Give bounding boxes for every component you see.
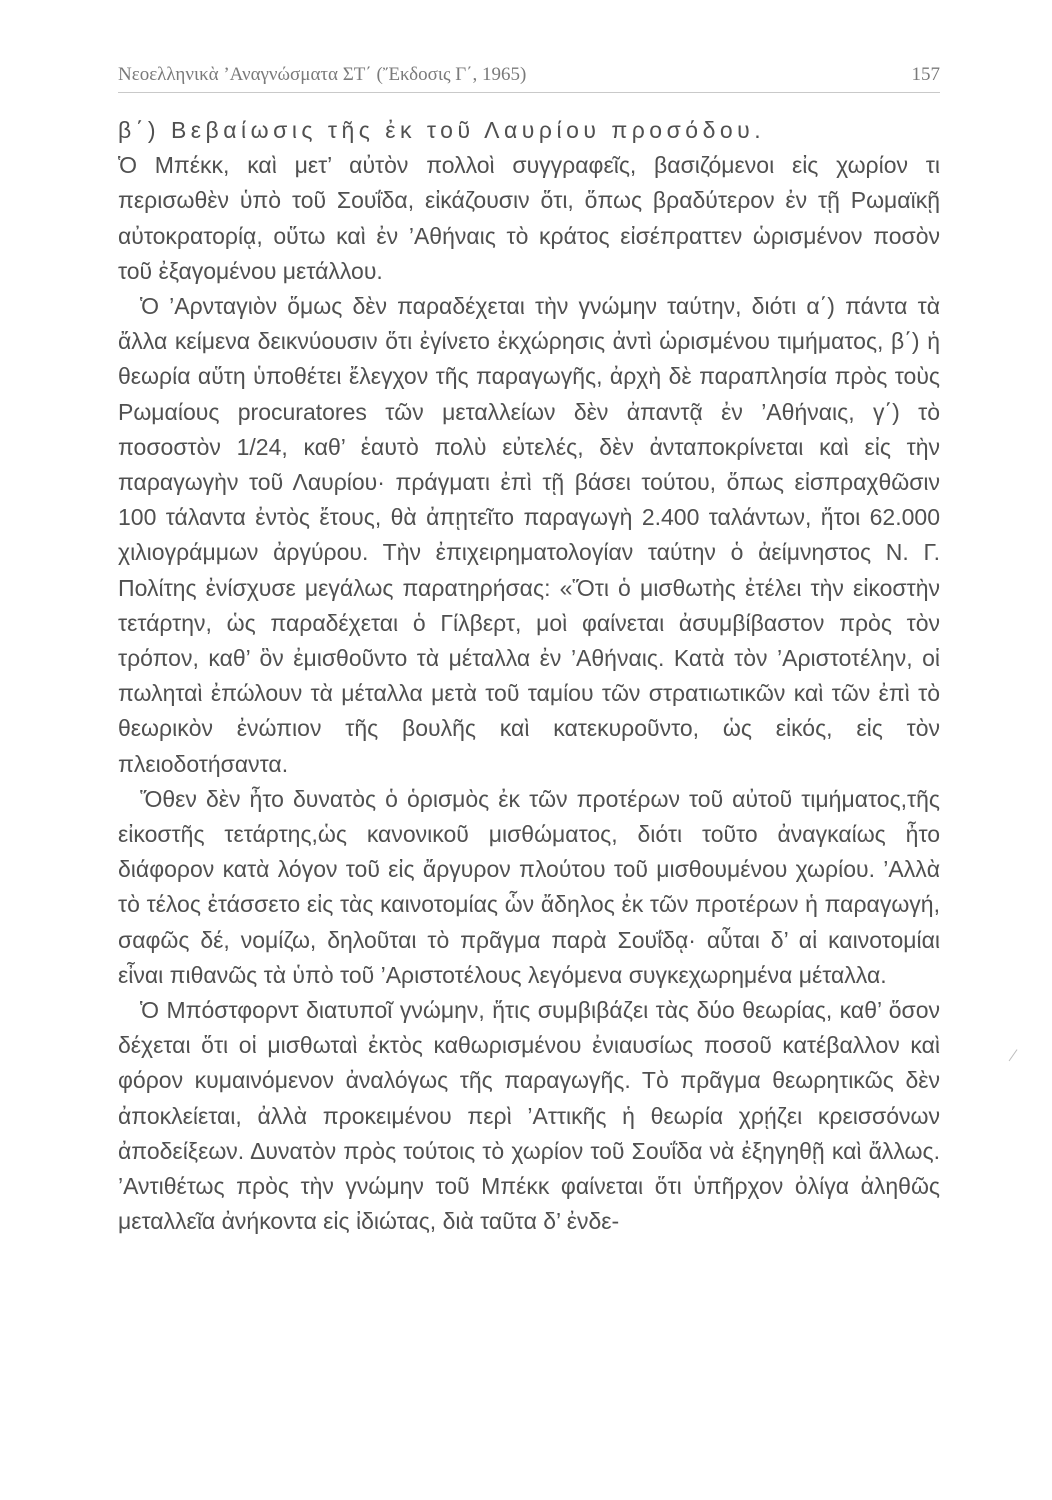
body-text <box>118 113 940 1240</box>
paragraph: Ὁ Μπόστφορντ διατυποῖ γνώμην, ἥτις συμβιβάζει τὰς δύο θεωρίας, καθ’ ὅσον δέχεται ὅτι οἱ μισθωταὶ ἐκτὸς καθωρισμένου ἐνιαυσίως ποσοῦ κατέβαλλον καὶ φόρον κυμαινόμενον ἀναλόγως τῆς παραγωγῆς. Τὸ πρᾶγμα θεωρητικῶς δὲν ἀποκλείεται, ἀλλὰ προκειμένου περὶ ’Αττικῆς ἡ θεωρία χρῄζει κρεισσόνων ἀποδείξεων. Δυνατὸν πρὸς τούτοις τὸ χωρίον τοῦ Σουΐδα νὰ ἐξηγηθῇ καὶ ἄλλως. ’Αντιθέτως πρὸς τὴν γνώμην τοῦ Μπέκκ φαίνεται ὅτι ὑπῆρχον ὀλίγα ἀληθῶς μεταλλεῖα ἀνήκοντα εἰς ἰδιώτας, διὰ ταῦτα δ’ ἐνδε- <box>118 997 940 1235</box>
paragraph: Ὁ ’Αρνταγιὸν ὅμως δὲν παραδέχεται τὴν γνώμην ταύτην, διότι α΄) πάντα τὰ ἄλλα κείμενα δεικνύουσιν ὅτι ἐγίνετο ἐκχώρησις ἀντὶ ὡρισμένου τιμήματος, β΄) ἡ θεωρία αὕτη ὑποθέτει ἔλεγχον τῆς παραγωγῆς, ἀρχὴ δὲ παραπλησία πρὸς τοὺς Ρωμαίους procuratores τῶν μεταλλείων δὲν ἀπαντᾷ ἐν ’Αθήναις, γ΄) τὸ ποσοστὸν 1/24, καθ’ ἑαυτὸ πολὺ εὐτελές, δὲν ἀνταποκρίνεται καὶ εἰς τὴν παραγωγὴν τοῦ Λαυρίου· πράγματι ἐπὶ τῇ βάσει τούτου, ὅπως εἰσπραχθῶσιν 100 τάλαντα ἐντὸς ἔτους, θὰ ἀπῃτεῖτο παραγωγὴ 2.400 ταλάντων, ἤτοι 62.000 χιλιογράμμων ἀργύρου. Τὴν ἐπιχειρηματολογίαν ταύτην ὁ ἀείμνηστος Ν. Γ. Πολίτης ἐνίσχυσε μεγάλως παρατηρήσας: «Ὅτι ὁ μισθωτὴς ἐτέλει τὴν εἰκοστὴν τετάρτην, ὡς παραδέχεται ὁ Γίλβερτ, μοὶ φαίνεται ἀσυμβίβαστον πρὸς τὸν τρόπον, καθ’ ὃν ἐμισθοῦντο τὰ μέταλλα ἐν ’Αθήναις. Κατὰ τὸν ’Αριστοτέλην, οἱ πωληταὶ ἐπώλουν τὰ μέταλλα μετὰ τοῦ ταμίου τῶν στρατιωτικῶν καὶ τῶν ἐπὶ τὸ θεωρικὸν ἐνώπιον τῆς βουλῆς καὶ κατεκυροῦντο, ὡς εἰκός, εἰς τὸν πλειοδοτήσαντα. <box>118 293 940 777</box>
page-number: 157 <box>911 64 940 85</box>
paragraph: Ὅθεν δὲν ἦτο δυνατὸς ὁ ὁρισμὸς ἐκ τῶν προτέρων τοῦ αὐτοῦ τιμήματος,τῆς εἰκοστῆς τετάρτης,ὡς κανονικοῦ μισθώματος, διότι τοῦτο ἀναγκαίως ἦτο διάφορον κατὰ λόγον τοῦ εἰς ἄργυρον πλούτου τοῦ μισθουμένου χωρίου. ’Αλλὰ τὸ τέλος ἐτάσσετο εἰς τὰς καινοτομίας ὧν ἄδηλος ἐκ τῶν προτέρων ἡ παραγωγή, σαφῶς δέ, νομίζω, δηλοῦται τὸ πρᾶγμα παρὰ Σουΐδᾳ· αὗται δ’ αἱ καινοτομίαι εἶναι πιθανῶς τὰ ὑπὸ τοῦ ’Αριστοτέλους λεγόμενα συγκεχωρημένα μέταλλα. <box>118 785 940 988</box>
paragraph: Ὁ Μπέκκ, καὶ μετ’ αὐτὸν πολλοὶ συγγραφεῖς, βασιζόμενοι εἰς χωρίον τι περισωθὲν ὑπὸ τοῦ Σουΐδα, εἰκάζουσιν ὅτι, ὅπως βραδύτερον ἐν τῇ Ρωμαϊκῇ αὐτοκρατορίᾳ, οὕτω καὶ ἐν ’Αθήναις τὸ κράτος εἰσέπραττεν ὡρισμένον ποσὸν τοῦ ἐξαγομένου μετάλλου. <box>118 152 940 284</box>
section-title: β΄) Βεβαίωσις τῆς ἐκ τοῦ Λαυρίου προσόδου. <box>118 117 766 143</box>
book-page <box>118 64 940 1240</box>
margin-mark <box>1009 1049 1023 1064</box>
running-header <box>118 64 940 93</box>
running-title: Νεοελληνικὰ ’Αναγνώσματα ΣΤ΄ (Ἔκδοσις Γ΄, 1965) <box>118 64 527 85</box>
